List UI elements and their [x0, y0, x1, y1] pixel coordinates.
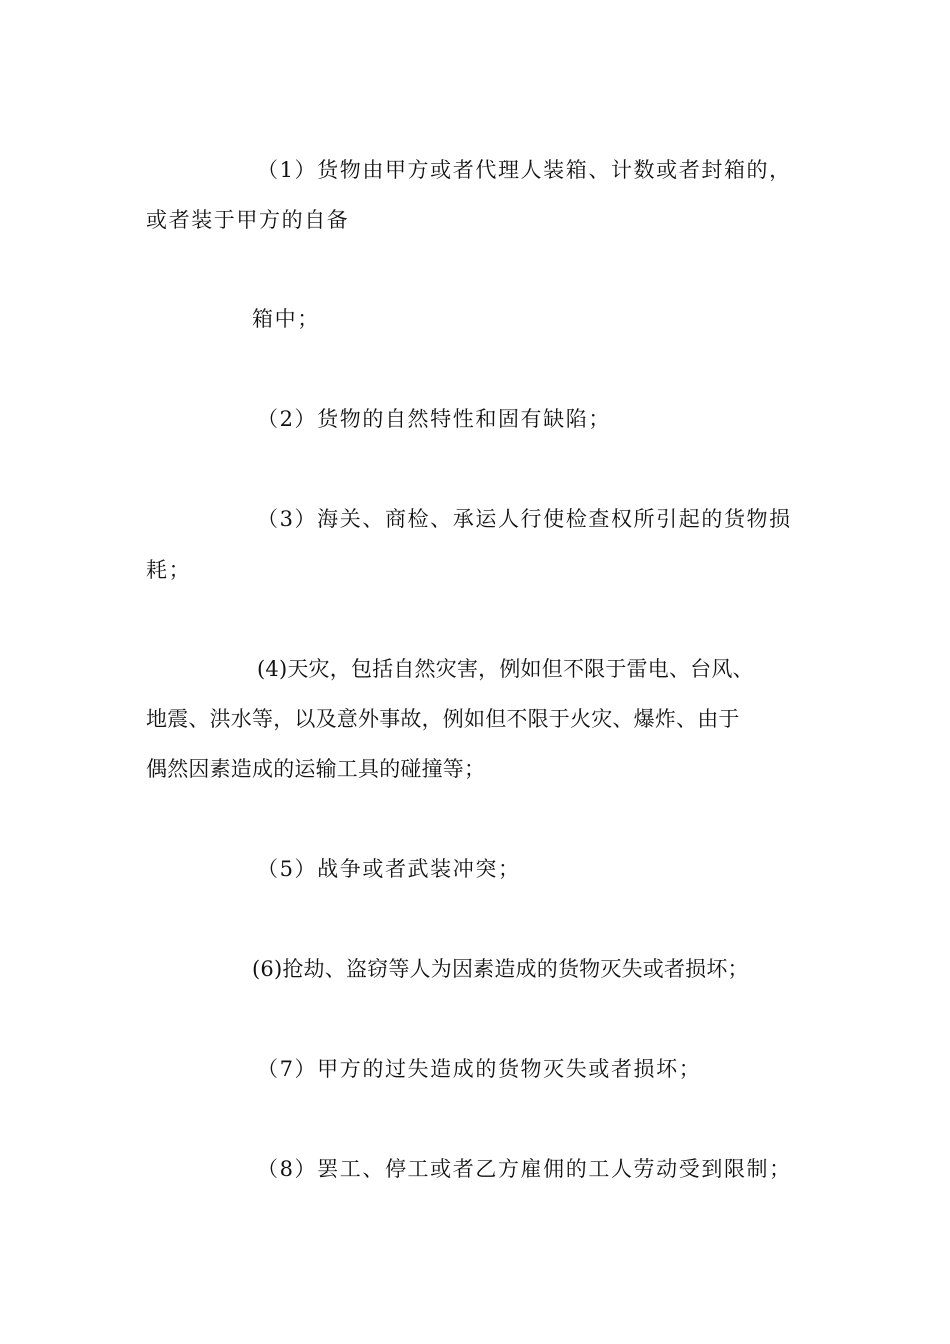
item-4-line-2: 地震、洪水等，以及意外事故，例如但不限于火灾、爆炸、由于 [146, 707, 740, 731]
item-5-line-1: （5）战争或者武装冲突； [257, 857, 521, 881]
item-1-line-2: 或者装于甲方的自备 [146, 208, 350, 232]
item-8-line-1: （8）罢工、停工或者乙方雇佣的工人劳动受到限制； [257, 1157, 792, 1181]
item-4-line-1: (4)天灾，包括自然灾害，例如但不限于雷电、台风、 [257, 657, 754, 681]
item-4-line-3: 偶然因素造成的运输工具的碰撞等； [146, 757, 486, 781]
item-1-line-3: 箱中； [252, 307, 320, 331]
item-2-line-1: （2）货物的自然特性和固有缺陷； [257, 407, 611, 431]
item-3-line-1: （3）海关、商检、承运人行使检查权所引起的货物损 [257, 507, 792, 531]
item-7-line-1: （7）甲方的过失造成的货物灭失或者损坏； [257, 1057, 702, 1081]
item-1-line-1: （1）货物由甲方或者代理人装箱、计数或者封箱的， [257, 158, 792, 182]
item-3-line-2: 耗； [146, 558, 192, 582]
item-6-line-1: (6)抢劫、盗窃等人为因素造成的货物灭失或者损坏； [252, 957, 749, 981]
